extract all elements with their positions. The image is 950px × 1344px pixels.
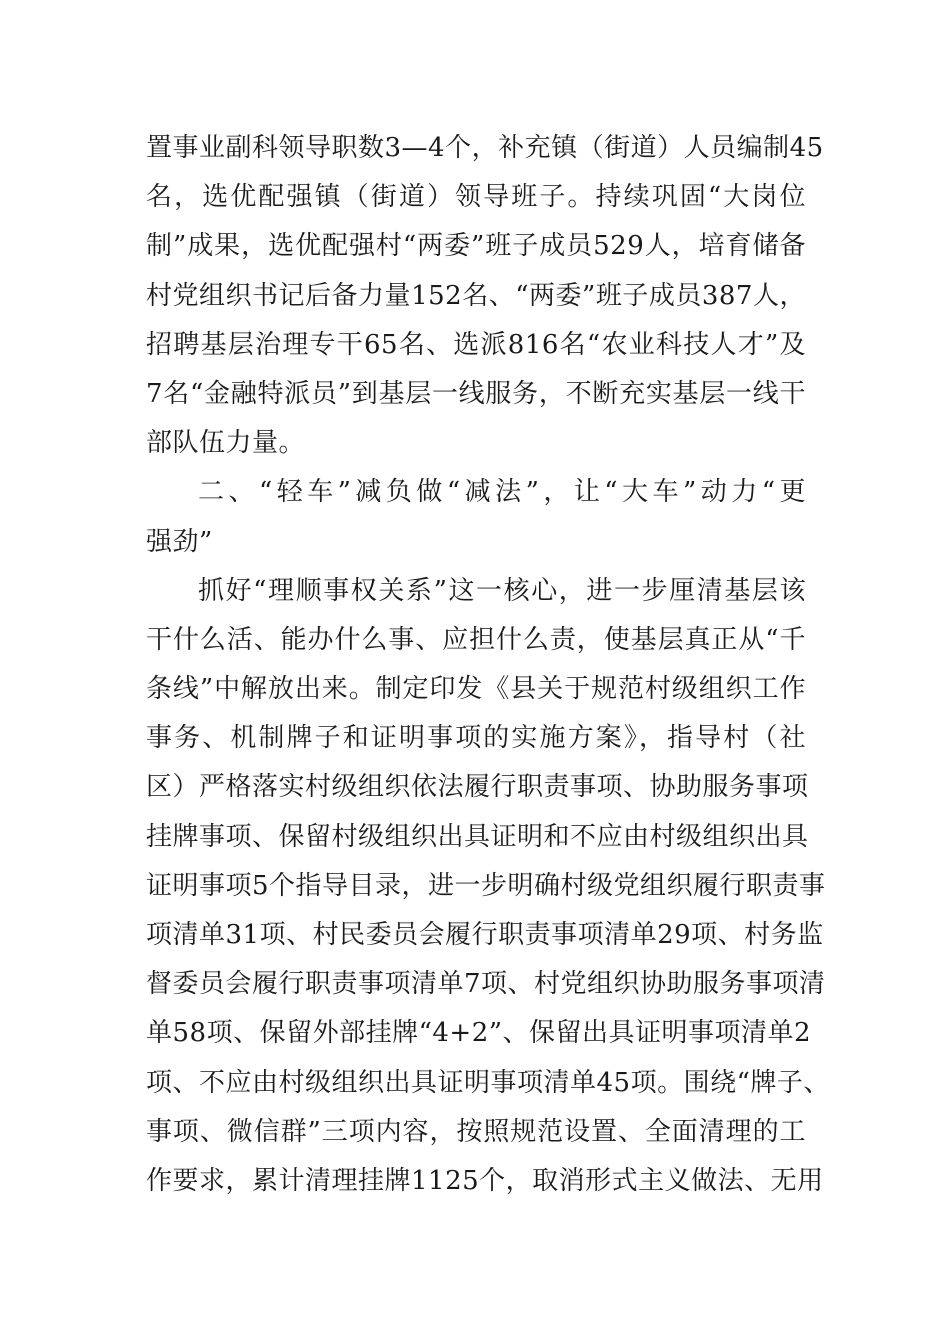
text-line: 名，选优配强镇（街道）领导班子。持续巩固“大岗位: [146, 182, 806, 213]
text-line: 招聘基层治理专干65名、选派816名“农业科技人才”及: [146, 329, 806, 360]
text-line: 事项、微信群”三项内容，按照规范设置、全面清理的工: [146, 1116, 806, 1147]
text-line: 7名“金融特派员”到基层一线服务，不断充实基层一线干: [146, 378, 806, 409]
text-line: 抓好“理顺事权关系”这一核心，进一步厘清基层该: [198, 575, 806, 606]
text-line: 条线”中解放出来。制定印发《县关于规范村级组织工作: [146, 674, 806, 705]
text-line: 村党组织书记后备力量152名、“两委”班子成员387人，: [146, 280, 806, 311]
text-line: 项清单31项、村民委员会履行职责事项清单29项、村务监: [146, 920, 824, 950]
text-line: 置事业副科领导职数3—4个，补充镇（街道）人员编制45: [146, 133, 824, 163]
text-line: 督委员会履行职责事项清单7项、村党组织协助服务事项清: [146, 969, 826, 1000]
text-line: 挂牌事项、保留村级组织出具证明和不应由村级组织出具: [146, 821, 809, 852]
text-line: 部队伍力量。: [146, 428, 306, 459]
text-line: 区）严格落实村级组织依法履行职责事项、协助服务事项: [146, 772, 809, 803]
text-line: 干什么活、能办什么事、应担什么责，使基层真正从“千: [146, 624, 806, 655]
document-body: [146, 124, 830, 1206]
text-line: 制”成果，选优配强村“两委”班子成员529人，培育储备: [146, 231, 806, 262]
section-heading-line: 强劲”: [146, 526, 213, 557]
text-line: 作要求，累计清理挂牌1125个，取消形式主义做法、无用: [146, 1165, 824, 1196]
text-line: 事务、机制牌子和证明事项的实施方案》，指导村（社: [146, 723, 806, 754]
section-heading-line: 二、“轻车”减负做“减法”，让“大车”动力“更: [198, 477, 806, 508]
text-line: 项、不应由村级组织出具证明事项清单45项。围绕“牌子、: [146, 1067, 830, 1098]
text-line: 单58项、保留外部挂牌“4+2”、保留出具证明事项清单2: [146, 1018, 812, 1049]
text-line: 证明事项5个指导目录，进一步明确村级党组织履行职责事: [146, 870, 826, 901]
